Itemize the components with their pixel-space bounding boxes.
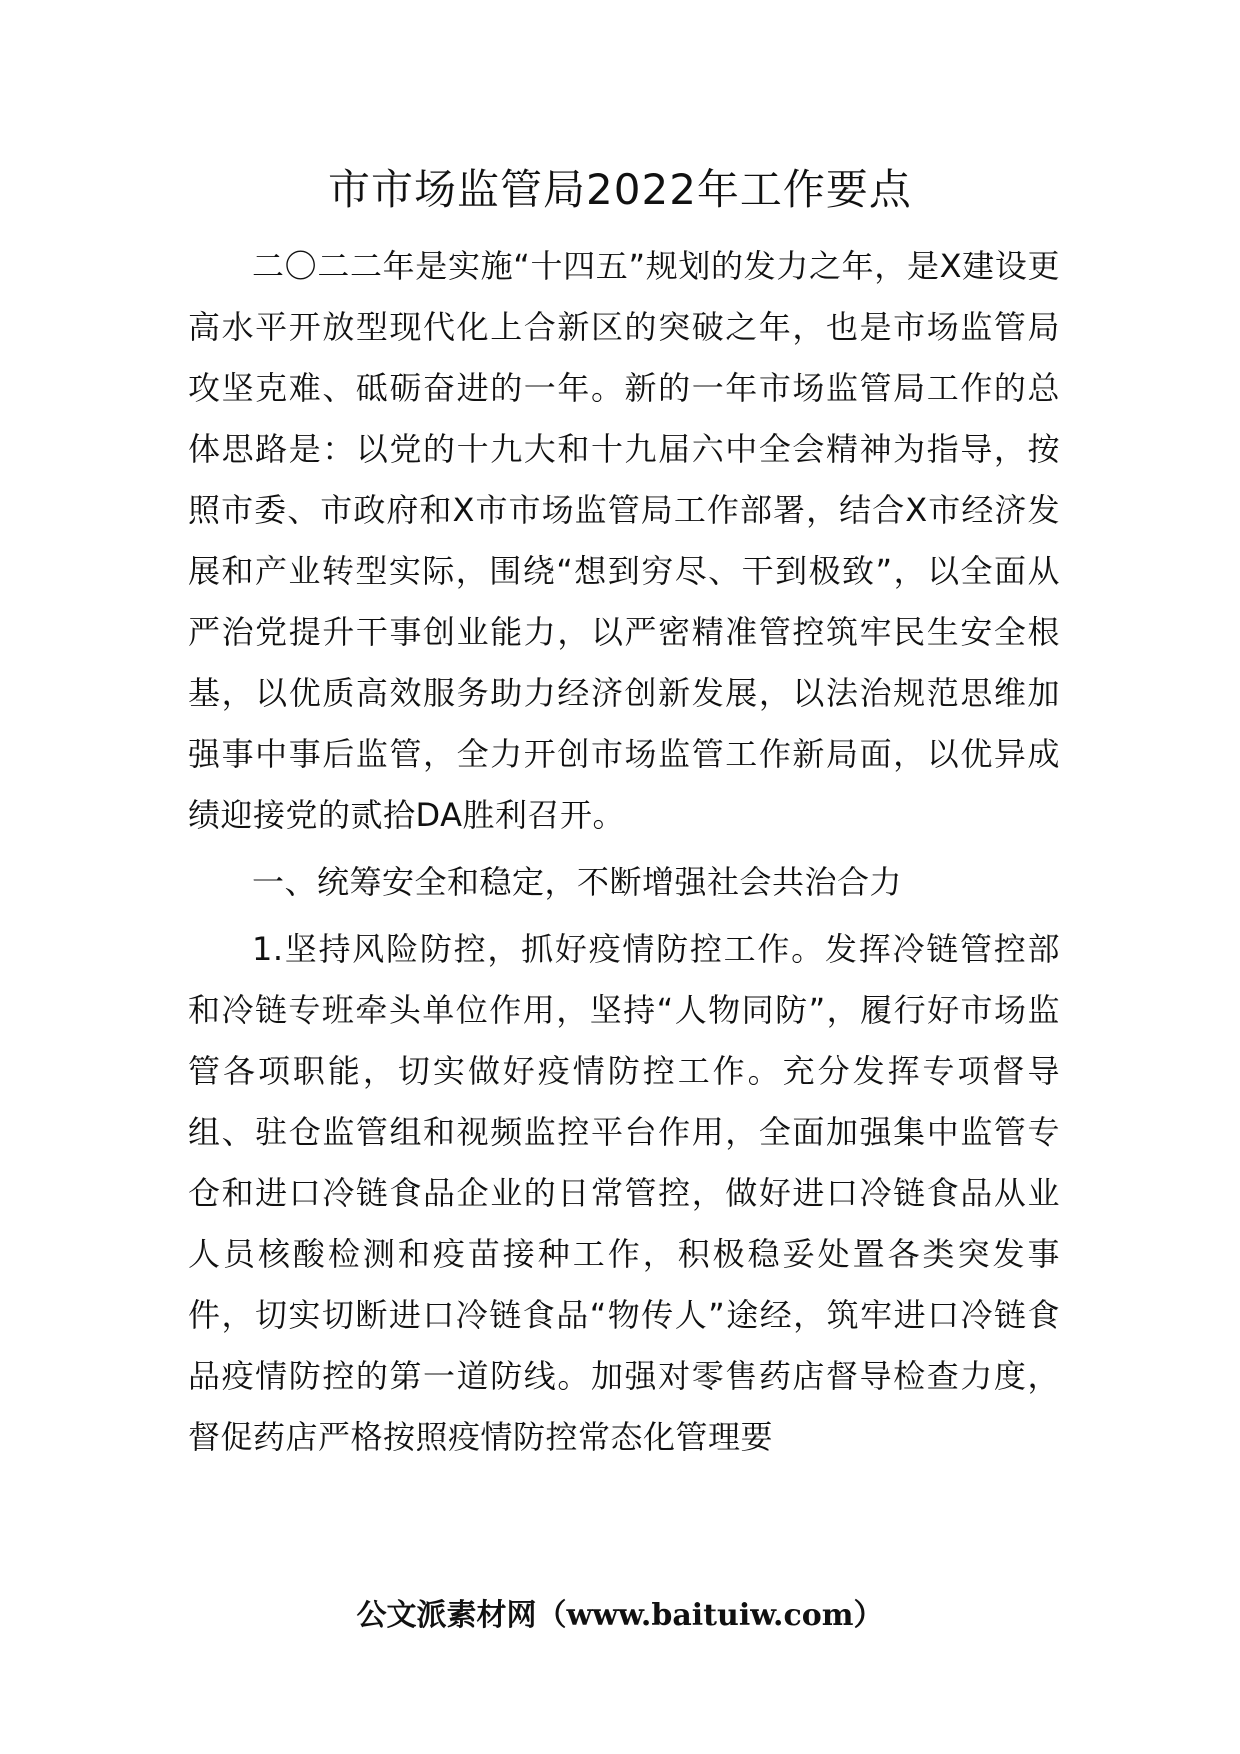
document-body (188, 236, 1060, 1468)
section-heading: 一、统筹安全和稳定，不断增强社会共治合力 (252, 863, 903, 901)
document-title: 市市场监管局2022年工作要点 (328, 165, 912, 214)
intro-paragraph: 二〇二二年是实施“十四五”规划的发力之年，是X建设更高水平开放型现代化上合新区的突破之年，也是市场监管局攻坚克难、砥砺奋进的一年。新的一年市场监管局工作的总体思路是：以党的十九大和十九届六中全会精神为指导，按照市委、市政府和X市市场监管局工作部署，结合X市经济发展和产业转型实际，围绕“想到穷尽、干到极致”，以全面从严治党提升干事创业能力，以严密精准管控筑牢民生安全根基，以优质高效服务助力经济创新发展，以法治规范思维加强事中事后监管，全力开创市场监管工作新局面，以优异成绩迎接党的贰拾DA胜利召开。 (188, 247, 1060, 834)
footer-watermark: 公文派素材网（www.baituiw.com） (356, 1598, 884, 1633)
item-paragraph: 1.坚持风险防控，抓好疫情防控工作。发挥冷链管控部和冷链专班牵头单位作用，坚持“人物同防”，履行好市场监管各项职能，切实做好疫情防控工作。充分发挥专项督导组、驻仓监管组和视频监控平台作用，全面加强集中监管专仓和进口冷链食品企业的日常管控，做好进口冷链食品从业人员核酸检测和疫苗接种工作，积极稳妥处置各类突发事件，切实切断进口冷链食品“物传人”途经，筑牢进口冷链食品疫情防控的第一道防线。加强对零售药店督导检查力度，督促药店严格按照疫情防控常态化管理要 (188, 930, 1060, 1456)
